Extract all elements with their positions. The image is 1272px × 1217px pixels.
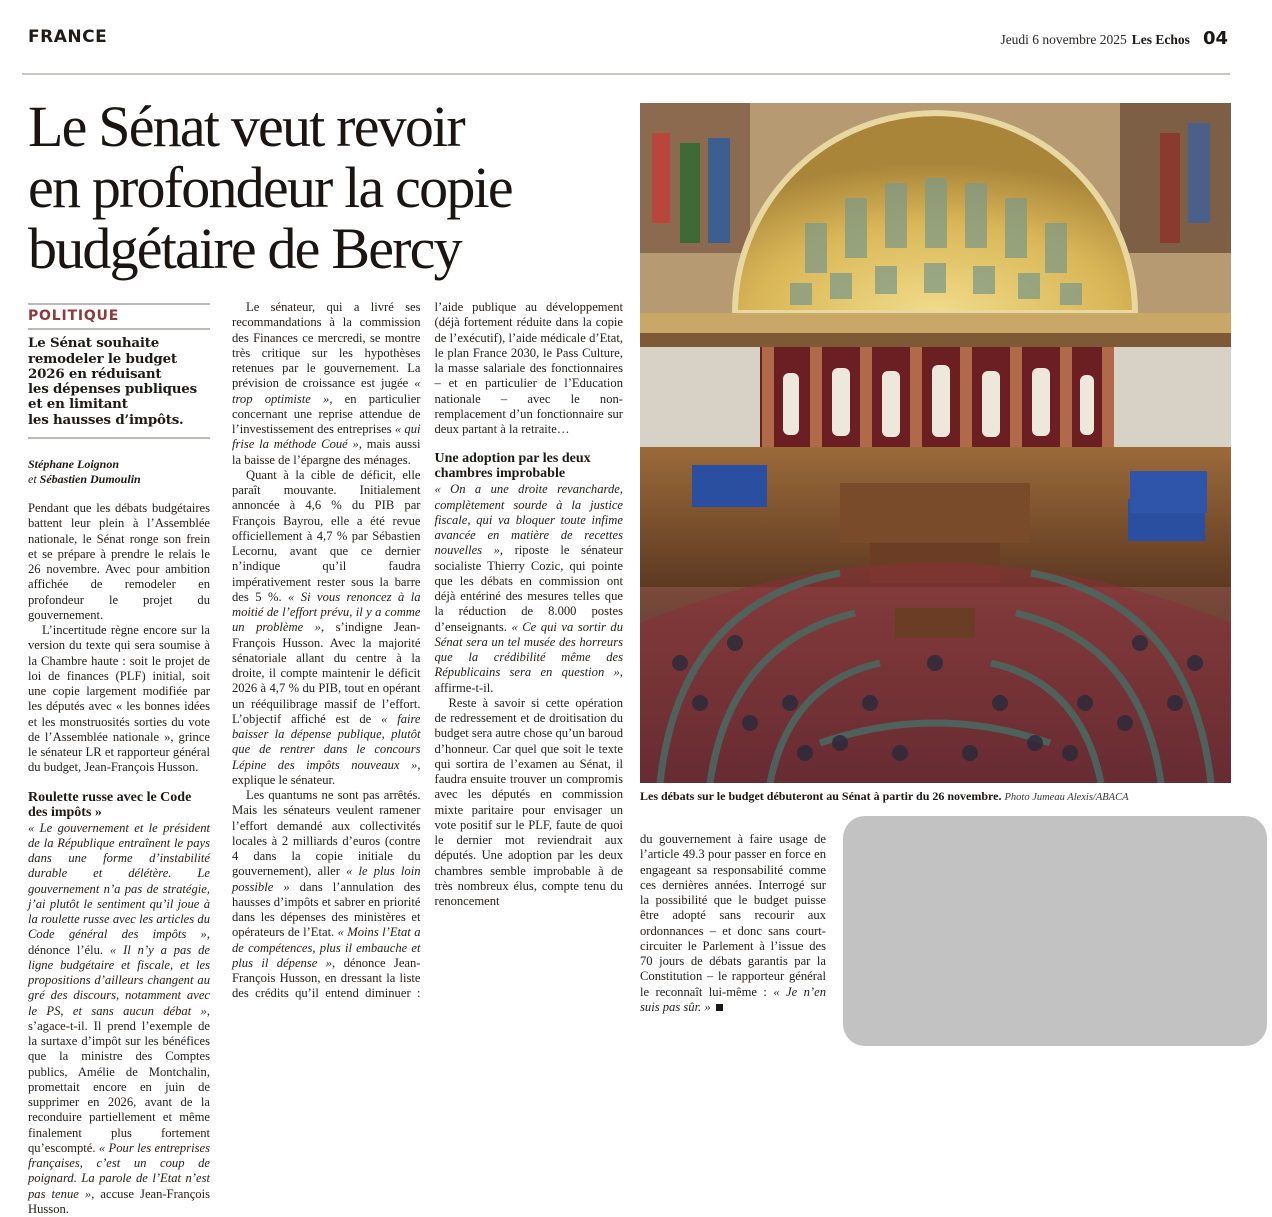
quote: « faire baisser la dépense publique, plutôt que de rentrer dans le concours Lépine des impôts nouveaux » [232, 711, 421, 772]
text-run: , dénonce Jean-François Husson, en dressant la liste des crédits qu’il entend diminuer : l’aide publique au développement (déjà fortement réduite dans la copie de l’exécutif), l’aide médicale d’Etat, le plan France 2030, le Pass Culture, la masse salariale des fonctionnaires – et en particulier de l’Education nationale – avec le non-remplacement d’un fonctionnaire sur deux partant à la retraite… [232, 300, 623, 1001]
quote: « Ce qui va sortir du Sénat sera un tel musée des horreurs que la crédibilité même des Républicains sera en question » [434, 619, 623, 680]
publication-name: Les Echos [1131, 32, 1190, 47]
text-run: Le sénateur, qui a livré ses recommandations à la commission des Finances ce mercredi, se montre très critique sur les hypothèses retenues par le gouvernement. La prévision de croissance est jugée [232, 300, 421, 391]
subheading-2: Une adoption par les deux chambres improbable [434, 451, 591, 482]
page-number: 04 [1202, 28, 1228, 49]
final-quote: « Je n’en suis pas sûr. » [640, 984, 826, 1014]
text-run: , riposte le sénateur socialiste Thierry Cozic, qui pointe que les débats en commission ont déjà entériné des mesures telles que la réduction de 8.000 postes d’enseignants. [434, 543, 623, 634]
text-run: , s’indigne Jean-François Husson. Avec la majorité sénatoriale allant du centre à la droite, il compte maintenir le déficit 2026 à 4,7 % du PIB, tout en opérant un rééquilibrage massif de l’effort. L’objectif affiché est de [232, 620, 421, 726]
quote: « trop optimiste » [232, 376, 421, 406]
article-column-4 [640, 832, 826, 1015]
byline [28, 457, 210, 487]
text-run: , affirme-t-il. [434, 665, 623, 695]
rubric-label: POLITIQUE [28, 308, 120, 324]
rubric-rule-top [28, 303, 210, 305]
standfirst-line: 2026 en réduisant [28, 365, 162, 382]
rubric-rule-mid [28, 328, 210, 330]
headline [28, 96, 628, 279]
quote: « qui frise la méthode Coué » [232, 422, 421, 452]
quote: « Pour les entreprises françaises, c’est un coup de poignard. La parole de l’Etat n’est pas tenue » [28, 1140, 210, 1201]
headline-line: Le Sénat veut revoir [28, 94, 464, 159]
paragraph: Reste à savoir si cette opération de redressement et de droitisation du budget sera autre chose qu’un baroud d’honneur. Car quel que soit le texte qui sortira de l’examen au Sénat, il faudra ensuite trouver un compromis avec les députés en commission mixte paritaire pour envisager un vote positif sur le PLF, faute de quoi le dernier mot reviendrait aux députés. Une adoption par les deux chambres semble improbable à de très nombreux élus, compte tenu du renoncement [434, 695, 623, 908]
paragraph [640, 832, 826, 1015]
paragraph [435, 482, 624, 696]
standfirst-line: remodeler le budget [28, 350, 177, 367]
paragraph [28, 821, 210, 1217]
gray-overlay-box [843, 816, 1267, 1046]
text-run: dans l’annulation des hausses d’impôts et sabrer en priorité dans les dépenses des ministères et opérateurs de l’Etat. [232, 879, 421, 940]
text-run: , dénonce l’élu. [28, 927, 210, 957]
section-label: FRANCE [28, 27, 108, 47]
standfirst-line: Le Sénat souhaite [28, 335, 160, 352]
paragraph-intro: Pendant que les débats budgétaires battent leur plein à l’Assemblée nationale, le Sénat ronge son frein et se prépare à prendre le relais le 26 novembre. Avec pour ambition affichée de remodeler en profondeur le projet du gouvernement. [28, 501, 210, 622]
paragraph: L’incertitude règne encore sur la version du texte qui sera soumise à la Chambre haute : soit le projet de loi de finances (PLF) initial, soit une copie largement modifiée par les députés avec « les bonnes idées et les monstruosités sorties du vote de l’Assemblée nationale », grince le sénateur LR et rapporteur général du budget, Jean-François Husson. [28, 623, 210, 775]
photo-credit: Photo Jumeau Alexis/ABACA [1004, 792, 1129, 803]
standfirst-line: et en limitant [28, 396, 128, 413]
paragraph [232, 468, 421, 788]
standfirst-line: les hausses d’impôts. [28, 411, 184, 428]
text-run: , explique le sénateur. [232, 757, 421, 787]
text-run: , accuse Jean-François Husson. [28, 1186, 210, 1216]
byline-conjunction: et [28, 472, 37, 487]
quote: « Si vous renoncez à la moitié de l’effort prévu, il y a comme un problème » [232, 589, 421, 635]
text-run: , s’agace-t-il. Il prend l’exemple de la surtaxe d’impôt sur les bénéfices que la ministre des Comptes publics, Amélie de Montchalin, promettait encore en juin de supprimer en 2026, avant de la reconduire partiellement et même finalement plus fortement qu’escompté. [28, 1003, 210, 1155]
subheading-1: Roulette russe avec le Code des impôts » [28, 789, 192, 820]
text-run: du gouvernement à faire usage de l’article 49.3 pour passer en force en engageant sa responsabilité comme ces dernières années. Interrogé sur la possibilité que le budget puisse être adopté sans recourir aux ordonnances – et donc sans court-circuiter le Parlement à l’issue des 70 jours de débats garantis par la Constitution – le rapporteur général le reconnaît lui-même : [640, 832, 826, 999]
author-2: Sébastien Dumoulin [39, 472, 141, 487]
quote: « Moins l’Etat a de compétences, plus il embauche et plus il dépense » [232, 925, 421, 970]
text-run: , en particulier concernant une reprise attendue de l’investissement des entreprises [232, 391, 421, 436]
dateline [1000, 28, 1228, 49]
text-run: , mais aussi la baisse de l’épargne des ménages. [232, 437, 421, 467]
end-of-article-mark [716, 1004, 723, 1011]
author-1: Stéphane Loignon [28, 457, 120, 472]
article-columns-2-3 [232, 300, 623, 1012]
caption-text: Les débats sur le budget débuteront au Sénat à partir du 26 novembre. [640, 789, 1002, 803]
standfirst-line: les dépenses publiques [28, 381, 197, 398]
photo-caption [640, 789, 1260, 804]
quote: « le plus loin possible » [232, 864, 421, 894]
issue-date: Jeudi 6 novembre 2025 [1000, 32, 1127, 47]
standfirst-rule [28, 437, 210, 439]
text-run: Quant à la cible de déficit, elle paraît mouvante. Initialement annoncée à 4,6 % du PIB par François Bayrou, elle a été revue officiellement à 4,7 % par Sébastien Lecornu, avant que ce dernier n’indique qu’il faudra impérativement rester sous la barre des 5 %. [232, 467, 421, 604]
quote: « Le gouvernement et le président de la République entraînent le pays dans une forme d’instabilité durable et délétère. Le gouvernement n’a pas de stratégie, j’ai plutôt le sentiment qu’il joue à la roulette russe avec les articles du Code général des impôts » [28, 820, 210, 942]
article-column-1 [28, 303, 210, 1217]
quote: « Il n’y a pas de ligne budgétaire et fiscale, et les propositions d’ailleurs changent au gré des discours, notamment avec le PS, et sans aucun débat » [28, 942, 210, 1018]
photo-illustration [640, 103, 1231, 783]
headline-line: en profondeur la copie [28, 155, 512, 220]
paragraph [232, 300, 421, 468]
headline-line: budgétaire de Bercy [28, 216, 461, 281]
header-rule [22, 73, 1230, 75]
text-run: Les quantums ne sont pas arrêtés. Mais les sénateurs veulent ramener l’effort demandé aux collectivités locales à 2 milliards d’euros (contre 4 dans la copie initiale du gouvernement), aller [232, 788, 421, 879]
senate-chamber-photo [640, 103, 1231, 783]
quote: « On a une droite revancharde, complètement sourde à la justice fiscale, qui va bloquer toute infime avancée en matière de recettes nouvelles » [434, 482, 623, 558]
standfirst [28, 336, 210, 428]
